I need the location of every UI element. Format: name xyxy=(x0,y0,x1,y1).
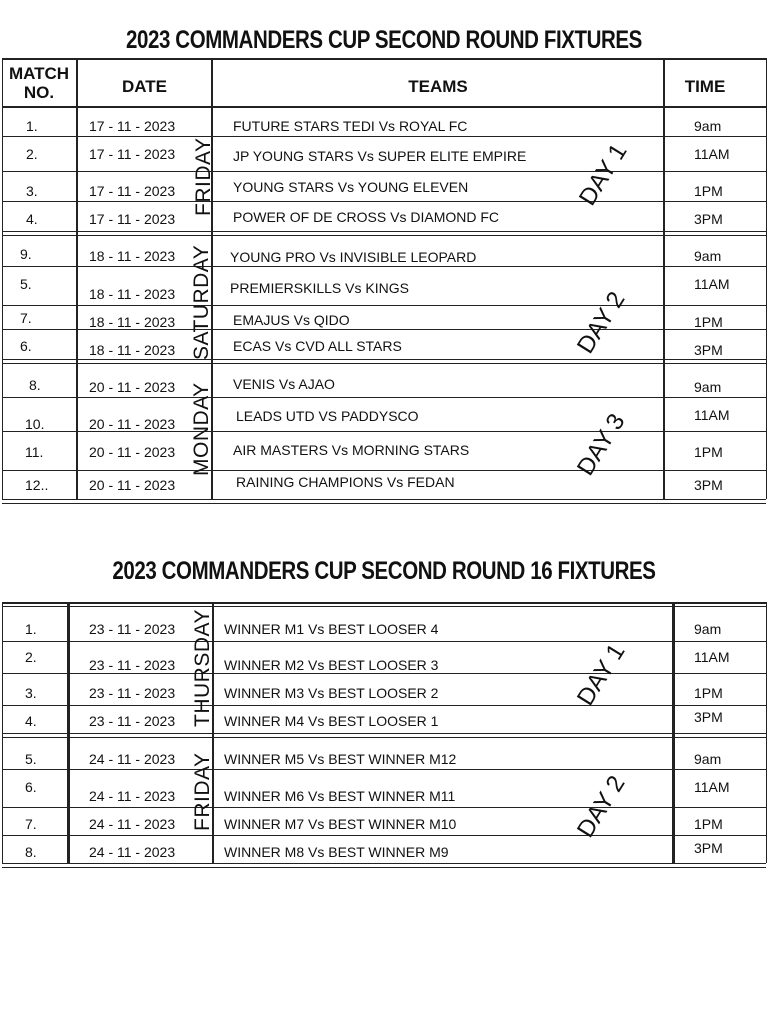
match-no: 3. xyxy=(25,685,37,701)
header-match-no: MATCH NO. xyxy=(8,64,70,102)
match-date: 24 - 11 - 2023 xyxy=(89,816,176,832)
match-teams: AIR MASTERS Vs MORNING STARS xyxy=(233,442,470,458)
match-no: 8. xyxy=(25,844,37,860)
match-teams: POWER OF DE CROSS Vs DIAMOND FC xyxy=(233,209,500,225)
match-no: 9. xyxy=(20,246,32,262)
match-time: 11AM xyxy=(694,146,730,162)
match-no: 6. xyxy=(20,338,32,354)
header-teams: TEAMS xyxy=(408,77,468,96)
match-teams: EMAJUS Vs QIDO xyxy=(233,312,350,328)
match-time: 1PM xyxy=(694,314,723,330)
match-no: 1. xyxy=(26,118,38,134)
match-teams: PREMIERSKILLS Vs KINGS xyxy=(230,280,409,296)
match-date: 23 - 11 - 2023 xyxy=(89,657,176,673)
weekday-label: THURSDAY xyxy=(191,609,214,727)
match-time: 11AM xyxy=(694,649,730,665)
match-date: 18 - 11 - 2023 xyxy=(89,286,176,302)
match-teams: YOUNG STARS Vs YOUNG ELEVEN xyxy=(233,179,469,195)
header-date: DATE xyxy=(121,77,167,96)
match-teams: WINNER M1 Vs BEST LOOSER 4 xyxy=(224,621,439,637)
match-no: 1. xyxy=(25,621,37,637)
match-time: 3PM xyxy=(694,709,723,725)
match-no: 11. xyxy=(25,444,44,460)
match-date: 20 - 11 - 2023 xyxy=(89,444,176,460)
match-date: 17 - 11 - 2023 xyxy=(89,118,176,134)
header-time: TIME xyxy=(684,77,726,96)
match-teams: WINNER M5 Vs BEST WINNER M12 xyxy=(224,751,457,767)
match-teams: VENIS Vs AJAO xyxy=(233,376,335,392)
match-time: 11AM xyxy=(694,407,730,423)
match-date: 18 - 11 - 2023 xyxy=(89,342,176,358)
match-time: 1PM xyxy=(694,816,723,832)
match-date: 23 - 11 - 2023 xyxy=(89,713,176,729)
match-teams: ECAS Vs CVD ALL STARS xyxy=(233,338,402,354)
table2-title: 2023 COMMANDERS CUP SECOND ROUND 16 FIXTURES xyxy=(112,557,656,585)
match-teams: FUTURE STARS TEDI Vs ROYAL FC xyxy=(233,118,468,134)
match-date: 20 - 11 - 2023 xyxy=(89,416,176,432)
match-date: 23 - 11 - 2023 xyxy=(89,685,176,701)
match-teams: YOUNG PRO Vs INVISIBLE LEOPARD xyxy=(230,249,477,265)
match-time: 3PM xyxy=(694,477,723,493)
day-label: DAY 2 xyxy=(572,287,631,359)
match-no: 3. xyxy=(26,183,38,199)
match-time: 11AM xyxy=(694,276,730,292)
match-teams: JP YOUNG STARS Vs SUPER ELITE EMPIRE xyxy=(233,148,527,164)
match-time: 1PM xyxy=(694,685,723,701)
match-no: 5. xyxy=(20,276,32,292)
match-date: 17 - 11 - 2023 xyxy=(89,183,176,199)
match-no: 12.. xyxy=(25,477,49,493)
match-date: 20 - 11 - 2023 xyxy=(89,477,176,493)
match-teams: WINNER M7 Vs BEST WINNER M10 xyxy=(224,816,457,832)
match-time: 3PM xyxy=(694,211,723,227)
match-no: 6. xyxy=(25,779,37,795)
match-no: 5. xyxy=(25,751,37,767)
weekday-label: FRIDAY xyxy=(191,752,214,831)
match-no: 10. xyxy=(25,416,45,432)
match-time: 9am xyxy=(694,751,722,767)
match-no: 8. xyxy=(29,377,41,393)
day-label: DAY 3 xyxy=(572,409,631,481)
match-time: 1PM xyxy=(694,183,723,199)
match-time: 9am xyxy=(694,621,722,637)
weekday-label: FRIDAY xyxy=(192,137,215,216)
match-date: 24 - 11 - 2023 xyxy=(89,751,176,767)
match-teams: WINNER M3 Vs BEST LOOSER 2 xyxy=(224,685,439,701)
match-teams: RAINING CHAMPIONS Vs FEDAN xyxy=(236,474,455,490)
match-time: 9am xyxy=(694,118,722,134)
match-time: 3PM xyxy=(694,840,723,856)
match-no: 4. xyxy=(26,211,38,227)
day-label: DAY 1 xyxy=(574,139,633,211)
match-no: 2. xyxy=(25,649,37,665)
match-time: 9am xyxy=(694,248,722,264)
weekday-label: MONDAY xyxy=(190,382,213,476)
weekday-label: SATURDAY xyxy=(190,244,213,360)
match-time: 11AM xyxy=(694,779,730,795)
match-date: 18 - 11 - 2023 xyxy=(89,314,176,330)
table1-title: 2023 COMMANDERS CUP SECOND ROUND FIXTURES xyxy=(126,26,642,54)
match-date: 24 - 11 - 2023 xyxy=(89,844,176,860)
match-teams: WINNER M6 Vs BEST WINNER M11 xyxy=(224,788,456,804)
match-date: 17 - 11 - 2023 xyxy=(89,211,176,227)
match-teams: WINNER M4 Vs BEST LOOSER 1 xyxy=(224,713,439,729)
match-date: 24 - 11 - 2023 xyxy=(89,788,176,804)
match-date: 18 - 11 - 2023 xyxy=(89,248,176,264)
match-time: 1PM xyxy=(694,444,723,460)
match-time: 3PM xyxy=(694,342,723,358)
match-no: 4. xyxy=(25,713,37,729)
match-time: 9am xyxy=(694,379,722,395)
match-date: 17 - 11 - 2023 xyxy=(89,146,176,162)
match-no: 7. xyxy=(20,310,32,326)
day-label: DAY 2 xyxy=(572,771,631,843)
match-date: 23 - 11 - 2023 xyxy=(89,621,176,637)
match-teams: WINNER M2 Vs BEST LOOSER 3 xyxy=(224,657,439,673)
match-no: 7. xyxy=(25,816,37,832)
match-teams: WINNER M8 Vs BEST WINNER M9 xyxy=(224,844,449,860)
match-teams: LEADS UTD VS PADDYSCO xyxy=(236,408,419,424)
match-no: 2. xyxy=(26,146,38,162)
day-label: DAY 1 xyxy=(572,639,631,711)
match-date: 20 - 11 - 2023 xyxy=(89,379,176,395)
